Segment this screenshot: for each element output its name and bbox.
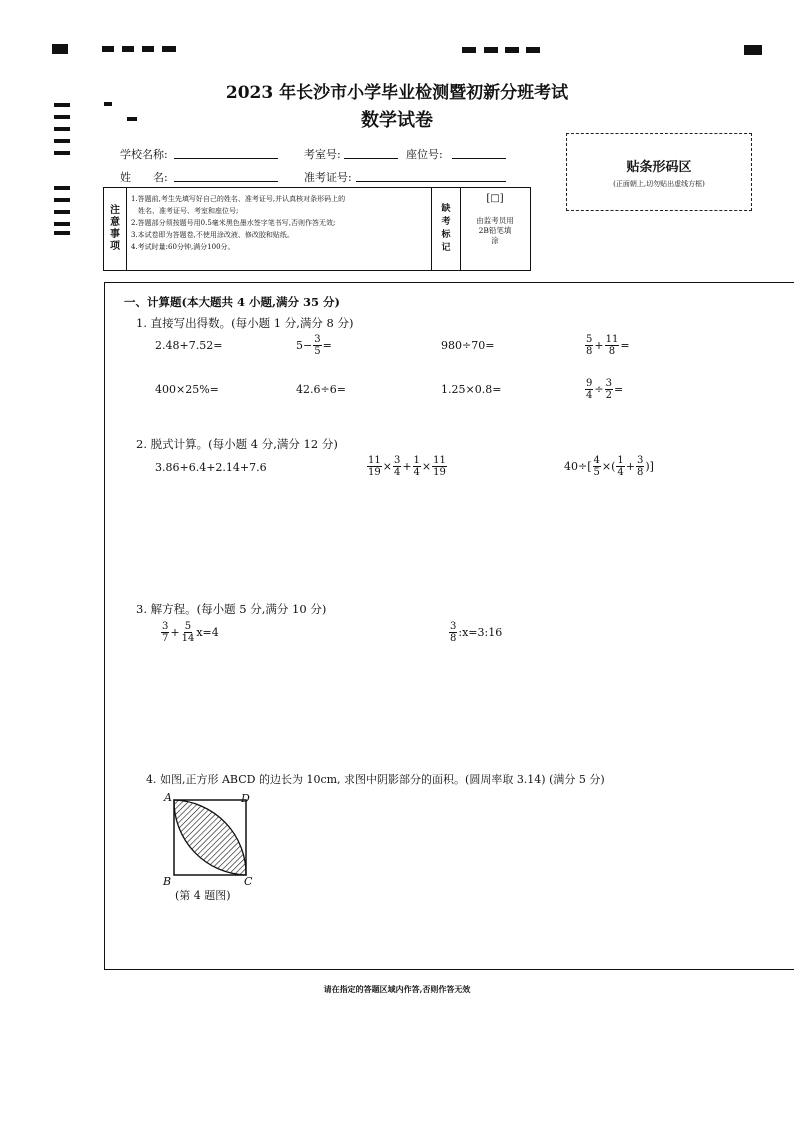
- problem: $\frac{5}{8}$ + $\frac{11}{8}$ =: [586, 334, 630, 357]
- room-label: 考室号:: [304, 148, 341, 161]
- problem: 40÷[ $\frac{4}{5}$ ×( $\frac{1}{4}$ + $\frac{3}{8}$ )]: [564, 455, 654, 478]
- registration-mark: [52, 44, 68, 54]
- problem: $\frac{9}{4}$ ÷ $\frac{3}{2}$ =: [586, 378, 624, 401]
- registration-mark: [462, 47, 476, 53]
- side-mark: [54, 139, 70, 143]
- vertex-label-d: D: [241, 792, 250, 805]
- ticket-field[interactable]: [356, 181, 506, 182]
- seat-label: 座位号:: [406, 148, 443, 161]
- barcode-note: (正面朝上,切勿贴出虚线方框): [613, 180, 705, 188]
- question-2-title: 2. 脱式计算。(每小题 4 分,满分 12 分): [136, 437, 338, 451]
- registration-mark: [526, 47, 540, 53]
- school-label: 学校名称:: [120, 148, 168, 161]
- problem: 3.86+6.4+2.14+7.6: [155, 460, 267, 474]
- vertex-label-c: C: [244, 875, 253, 888]
- side-mark: [54, 198, 70, 202]
- equation: $\frac{3}{8}$ :x=3:16: [450, 621, 503, 644]
- registration-mark: [122, 46, 134, 52]
- school-field[interactable]: [174, 158, 278, 159]
- notice-list: [131, 193, 425, 253]
- absent-note: 由监考员用2B铅笔填涂: [476, 216, 514, 245]
- exam-subtitle: 数学试卷: [361, 110, 433, 131]
- question-4-title: 4. 如图,正方形 ABCD 的边长为 10cm, 求图中阴影部分的面积。(圆周率取 3.14) (满分 5 分): [146, 773, 605, 786]
- shaded-region: [174, 800, 246, 875]
- problem: 42.6÷6=: [296, 382, 346, 396]
- barcode-title: 贴条形码区: [626, 160, 692, 175]
- registration-mark: [744, 45, 762, 55]
- figure-caption: (第 4 题图): [175, 889, 231, 902]
- equation: $\frac{3}{7}$ + $\frac{5}{14}$ x=4: [162, 621, 219, 644]
- registration-mark: [505, 47, 519, 53]
- side-mark: [54, 151, 70, 155]
- problem: $\frac{11}{19}$ × $\frac{3}{4}$ + $\frac{1}{4}$ × $\frac{11}{19}$: [368, 455, 446, 478]
- question-1-title: 1. 直接写出得数。(每小题 1 分,满分 8 分): [136, 316, 354, 330]
- name-label: 姓 名:: [120, 171, 168, 184]
- problem: 2.48+7.52=: [155, 338, 223, 352]
- barcode-area: [566, 133, 752, 211]
- question-3-title: 3. 解方程。(每小题 5 分,满分 10 分): [136, 602, 327, 616]
- side-mark: [54, 222, 70, 226]
- problem: 400×25%=: [155, 382, 219, 396]
- problem: 980÷70=: [441, 338, 495, 352]
- section-title: 一、计算题(本大题共 4 小题,满分 35 分): [124, 295, 340, 309]
- ticket-label: 准考证号:: [304, 171, 352, 184]
- notice-box: [103, 187, 531, 271]
- seat-field[interactable]: [452, 158, 506, 159]
- absent-checkbox[interactable]: [□]: [486, 193, 504, 204]
- vertex-label-a: A: [164, 791, 172, 804]
- registration-mark: [162, 46, 176, 52]
- notice-item: 3.本试卷即为答题卷,不使用涂改液、修改胶和贴纸。: [131, 231, 294, 239]
- room-field[interactable]: [344, 158, 398, 159]
- side-mark: [54, 231, 70, 235]
- notice-item: 1.答题前,考生先填写好自己的姓名、准考证号,并认真核对条形码上的: [131, 195, 346, 203]
- side-mark: [54, 210, 70, 214]
- registration-mark: [102, 46, 114, 52]
- exam-title: 2023 年长沙市小学毕业检测暨初新分班考试: [225, 83, 569, 103]
- problem: 1.25×0.8=: [441, 382, 502, 396]
- side-mark: [54, 186, 70, 190]
- notice-item: 4.考试时量:60分钟,满分100分。: [131, 243, 235, 251]
- name-field[interactable]: [174, 181, 278, 182]
- registration-mark: [142, 46, 154, 52]
- registration-mark: [484, 47, 498, 53]
- vertex-label-b: B: [163, 875, 172, 888]
- notice-item: 姓名、准考证号、考室和座位号;: [131, 207, 239, 215]
- notice-item: 2.答题部分须按题号用0.5毫米黑色墨水签字笔书写,否则作答无效;: [131, 219, 336, 227]
- notice-label: 注意事项: [110, 205, 120, 252]
- footer-note: 请在指定的答题区域内作答,否则作答无效: [323, 984, 471, 994]
- problem: 5− $\frac{3}{5}$ =: [296, 334, 332, 357]
- absent-label: 缺考标记: [441, 204, 451, 253]
